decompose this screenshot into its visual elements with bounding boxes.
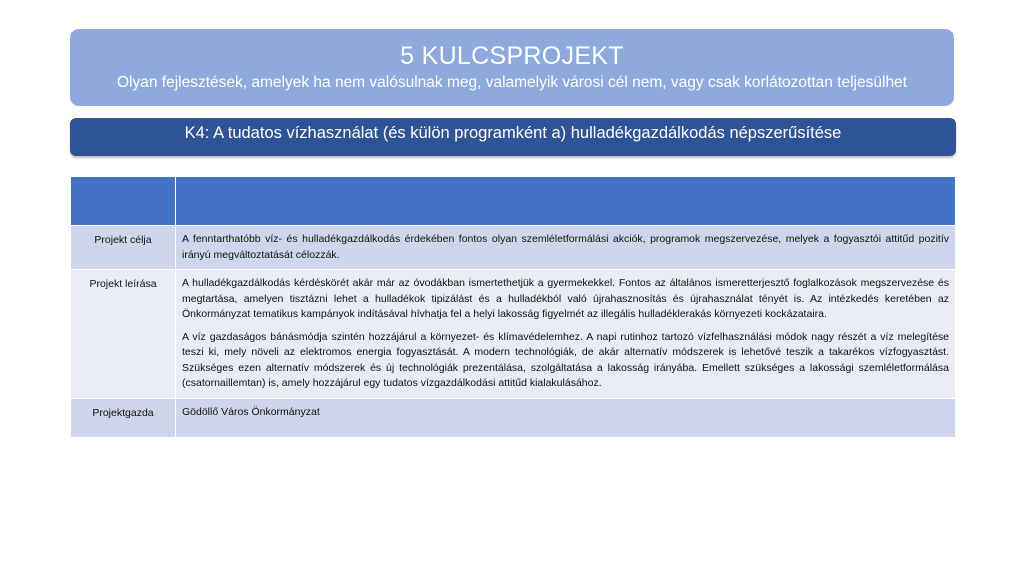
- row-content-projekt-leirasa: [176, 270, 956, 399]
- project-title-bar: K4: A tudatos vízhasználat (és külön programként a) hulladékgazdálkodás népszerűsítése: [70, 118, 956, 156]
- content-paragraph: Gödöllő Város Önkormányzat: [182, 405, 320, 418]
- content-paragraph: A fenntarthatóbb víz- és hulladékgazdálkodás érdekében fontos olyan szemléletformálási akciók, programok megszervezése, melyek a fogyasztói attitűd pozitív irányú megváltoztatását célozzák.: [182, 233, 949, 261]
- table-row: [71, 398, 956, 437]
- table-row: [71, 270, 956, 399]
- content-paragraph: A víz gazdaságos bánásmódja szintén hozzájárul a környezet- és klímavédelemhez. A napi rutinhoz tartozó vízfelhasználási módok nagy részét a víz melegítése teszi ki, mely növeli az elektromos energia fogyasztását. A modern technológiák, de akár alternatív módszerek is lehetővé teszik a takarékos vízfogyasztást. Szükséges ezen alternatív módszerek és új technológiák prezentálása, szolgáltatása a lakosság irányába. Emellett szükséges a lakossági szemléletformálása (csatornaillemtan) is, amely hozzájárul egy tudatos vízgazdálkodási attitűd kialakulásához.: [182, 330, 949, 389]
- content-paragraph: A hulladékgazdálkodás kérdéskörét akár már az óvodákban ismertethetjük a gyermekekkel. Fontos az általános ismeretterjesztő foglalkozások megszervezése és megtartása, amelyen tisztázni lehet a hulladékok tipizálást és a hulladékból való újrahasznosítás és újrahasználat tényét is. Az intézkedés keretében az Önkormányzat tematikus kampányok indításával hívhatja fel a helyi lakosság figyelmét az illegális hulladéklerakás környezeti kockázataira.: [182, 277, 949, 320]
- project-table: [70, 176, 956, 438]
- row-label-projektgazda: Projektgazda: [71, 398, 176, 437]
- table-row: [71, 226, 956, 270]
- row-label-projekt-celja: Projekt célja: [71, 226, 176, 270]
- slide-header: [70, 29, 954, 106]
- table-header-cell-content: [176, 177, 956, 226]
- table-header-row: [71, 177, 956, 226]
- row-content-projektgazda: [176, 398, 956, 437]
- row-label-projekt-leirasa: Projekt leírása: [71, 270, 176, 399]
- slide-subtitle: Olyan fejlesztések, amelyek ha nem valósulnak meg, valamelyik városi cél nem, vagy csak korlátozottan teljesülhet: [116, 74, 907, 91]
- table-header-cell-label: [71, 177, 176, 226]
- slide-title: 5 KULCSPROJEKT: [400, 42, 624, 70]
- row-content-projekt-celja: [176, 226, 956, 270]
